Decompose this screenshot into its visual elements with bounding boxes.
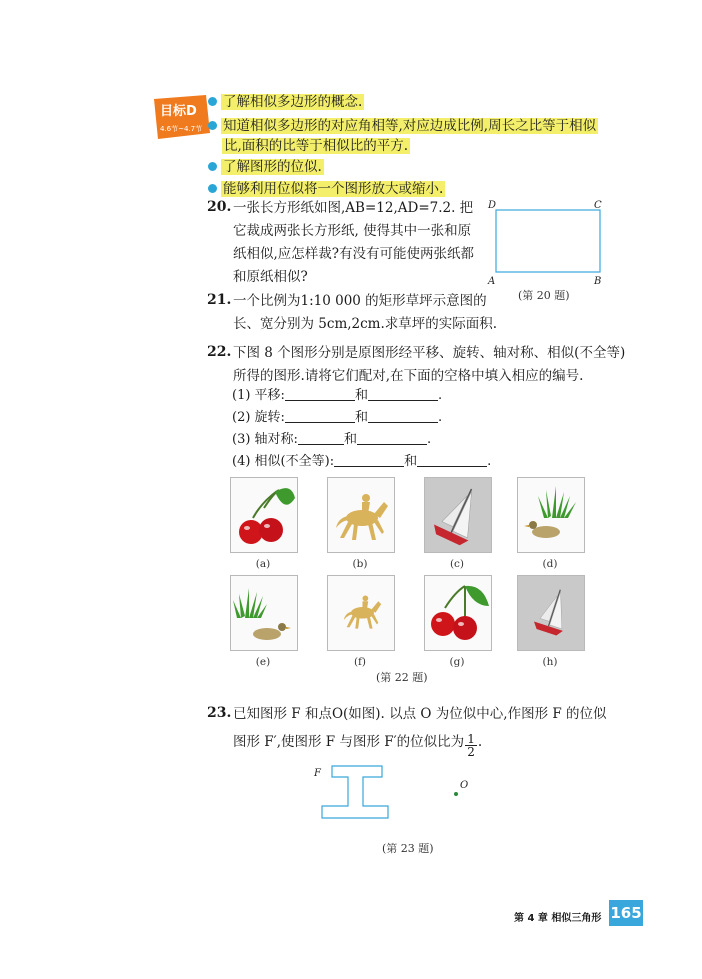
q21-number: 21. — [207, 292, 232, 308]
goal-text: 比,面积的比等于相似比的平方. — [224, 138, 409, 154]
q22-text — [233, 342, 625, 388]
sub-label: (2) 旋转: — [232, 410, 285, 425]
q23-figure — [308, 760, 478, 830]
q21-line: 长、宽分别为 5cm,2cm.求草坪的实际面积. — [233, 316, 498, 332]
q23-line-2-end: . — [477, 734, 483, 750]
goal-item-1 — [208, 92, 364, 112]
duck-grass-icon — [231, 576, 297, 650]
goal-badge — [150, 93, 212, 143]
label-d: D — [488, 200, 497, 211]
chapter-footer: 第 4 章 相似三角形 — [514, 913, 602, 924]
bullet-icon — [208, 121, 217, 130]
fraction-denominator: 2 — [467, 745, 475, 759]
sub-and: 和 — [343, 432, 357, 447]
q20-text — [233, 197, 483, 289]
image-label-h: (h) — [542, 656, 558, 668]
image-label-f: (f) — [353, 656, 367, 668]
answer-blank[interactable] — [357, 430, 427, 445]
q22-line: 所得的图形.请将它们配对,在下面的空格中填入相应的编号. — [233, 368, 584, 384]
image-d — [517, 477, 585, 553]
goal-badge-sub: 4.6节~4.7节 — [160, 125, 203, 133]
goal-text: 能够利用位似将一个图形放大或缩小. — [223, 181, 444, 197]
horse-rider-icon — [328, 576, 394, 650]
goal-text: 了解相似多边形的概念. — [223, 94, 363, 110]
goal-item-2 — [208, 116, 598, 136]
sub-end: . — [437, 410, 443, 425]
image-label-d: (d) — [542, 558, 558, 570]
bullet-icon — [208, 162, 217, 171]
q20-line: 和原纸相似? — [233, 269, 308, 285]
q20-number: 20. — [207, 199, 232, 215]
q22-caption: (第 22 题) — [376, 671, 428, 684]
image-c — [424, 477, 492, 553]
image-label-e: (e) — [255, 656, 271, 668]
sub-label: (1) 平移: — [232, 388, 285, 403]
duck-grass-icon — [518, 478, 584, 552]
q22-sub-1 — [232, 385, 442, 407]
image-a — [230, 477, 298, 553]
page-number: 165 — [609, 900, 643, 926]
image-b — [327, 477, 395, 553]
image-h — [517, 575, 585, 651]
goal-text: 了解图形的位似. — [223, 159, 322, 175]
q23-caption: (第 23 题) — [382, 842, 434, 855]
q20-line: 它裁成两张长方形纸, 使得其中一张和原 — [233, 223, 472, 239]
q23-line-2-text: 图形 F′,使图形 F 与图形 F′的位似比为 — [233, 734, 465, 750]
goal-item-2-cont — [222, 136, 410, 156]
goal-badge-title: 目标D — [160, 104, 197, 119]
image-label-b: (b) — [352, 558, 368, 570]
q20-caption: (第 20 题) — [518, 289, 570, 302]
q22-line: 下图 8 个图形分别是原图形经平移、旋转、轴对称、相似(不全等) — [233, 345, 626, 361]
sub-and: 和 — [354, 410, 368, 425]
label-c: C — [594, 200, 602, 211]
label-a: A — [488, 276, 496, 287]
q20-rectangle-figure — [484, 197, 608, 287]
image-g — [424, 575, 492, 651]
label-b: B — [594, 276, 602, 287]
image-e — [230, 575, 298, 651]
sub-end: . — [487, 454, 492, 469]
goal-text: 知道相似多边形的对应角相等,对应边成比例,周长之比等于相似 — [223, 118, 597, 134]
sailboat-icon — [425, 478, 491, 552]
image-f — [327, 575, 395, 651]
image-label-g: (g) — [449, 656, 465, 668]
sub-end: . — [437, 388, 443, 403]
answer-blank[interactable] — [417, 452, 487, 467]
cherries-icon — [425, 576, 491, 650]
q22-sub-2 — [232, 407, 442, 429]
q23-line-2 — [233, 731, 482, 758]
answer-blank[interactable] — [285, 408, 355, 423]
goal-item-3 — [208, 157, 324, 177]
q20-line: 一张长方形纸如图,AB=12,AD=7.2. 把 — [233, 200, 474, 216]
q21-text — [233, 290, 497, 336]
point-o — [454, 792, 458, 796]
sub-label: (4) 相似(不全等): — [232, 454, 335, 469]
sailboat-icon — [518, 576, 584, 650]
q22-sub-4 — [232, 451, 491, 473]
q22-number: 22. — [207, 344, 232, 360]
horse-rider-icon — [328, 478, 394, 552]
sub-label: (3) 轴对称: — [232, 432, 298, 447]
label-o: O — [460, 780, 469, 791]
fraction-numerator: 1 — [467, 732, 475, 746]
q22-sub-3 — [232, 429, 431, 451]
answer-blank[interactable] — [298, 430, 344, 445]
answer-blank[interactable] — [334, 452, 404, 467]
bullet-icon — [208, 97, 217, 106]
q23-number: 23. — [207, 705, 232, 721]
sub-and: 和 — [404, 454, 418, 469]
q21-line: 一个比例为1:10 000 的矩形草坪示意图的 — [233, 293, 487, 309]
image-label-a: (a) — [255, 558, 271, 570]
label-f: F — [314, 768, 321, 779]
answer-blank[interactable] — [368, 408, 438, 423]
goal-item-4 — [208, 179, 445, 199]
sub-and: 和 — [354, 388, 368, 403]
q23-line-1: 已知图形 F 和点O(如图). 以点 O 为位似中心,作图形 F 的位似 — [233, 706, 607, 722]
sub-end: . — [426, 432, 432, 447]
image-label-c: (c) — [449, 558, 465, 570]
answer-blank[interactable] — [368, 386, 438, 401]
cherries-icon — [231, 478, 297, 552]
answer-blank[interactable] — [285, 386, 355, 401]
bullet-icon — [208, 184, 217, 193]
q20-line: 纸相似,应怎样裁?有没有可能使两张纸都 — [233, 246, 475, 262]
ratio-fraction — [465, 733, 477, 758]
